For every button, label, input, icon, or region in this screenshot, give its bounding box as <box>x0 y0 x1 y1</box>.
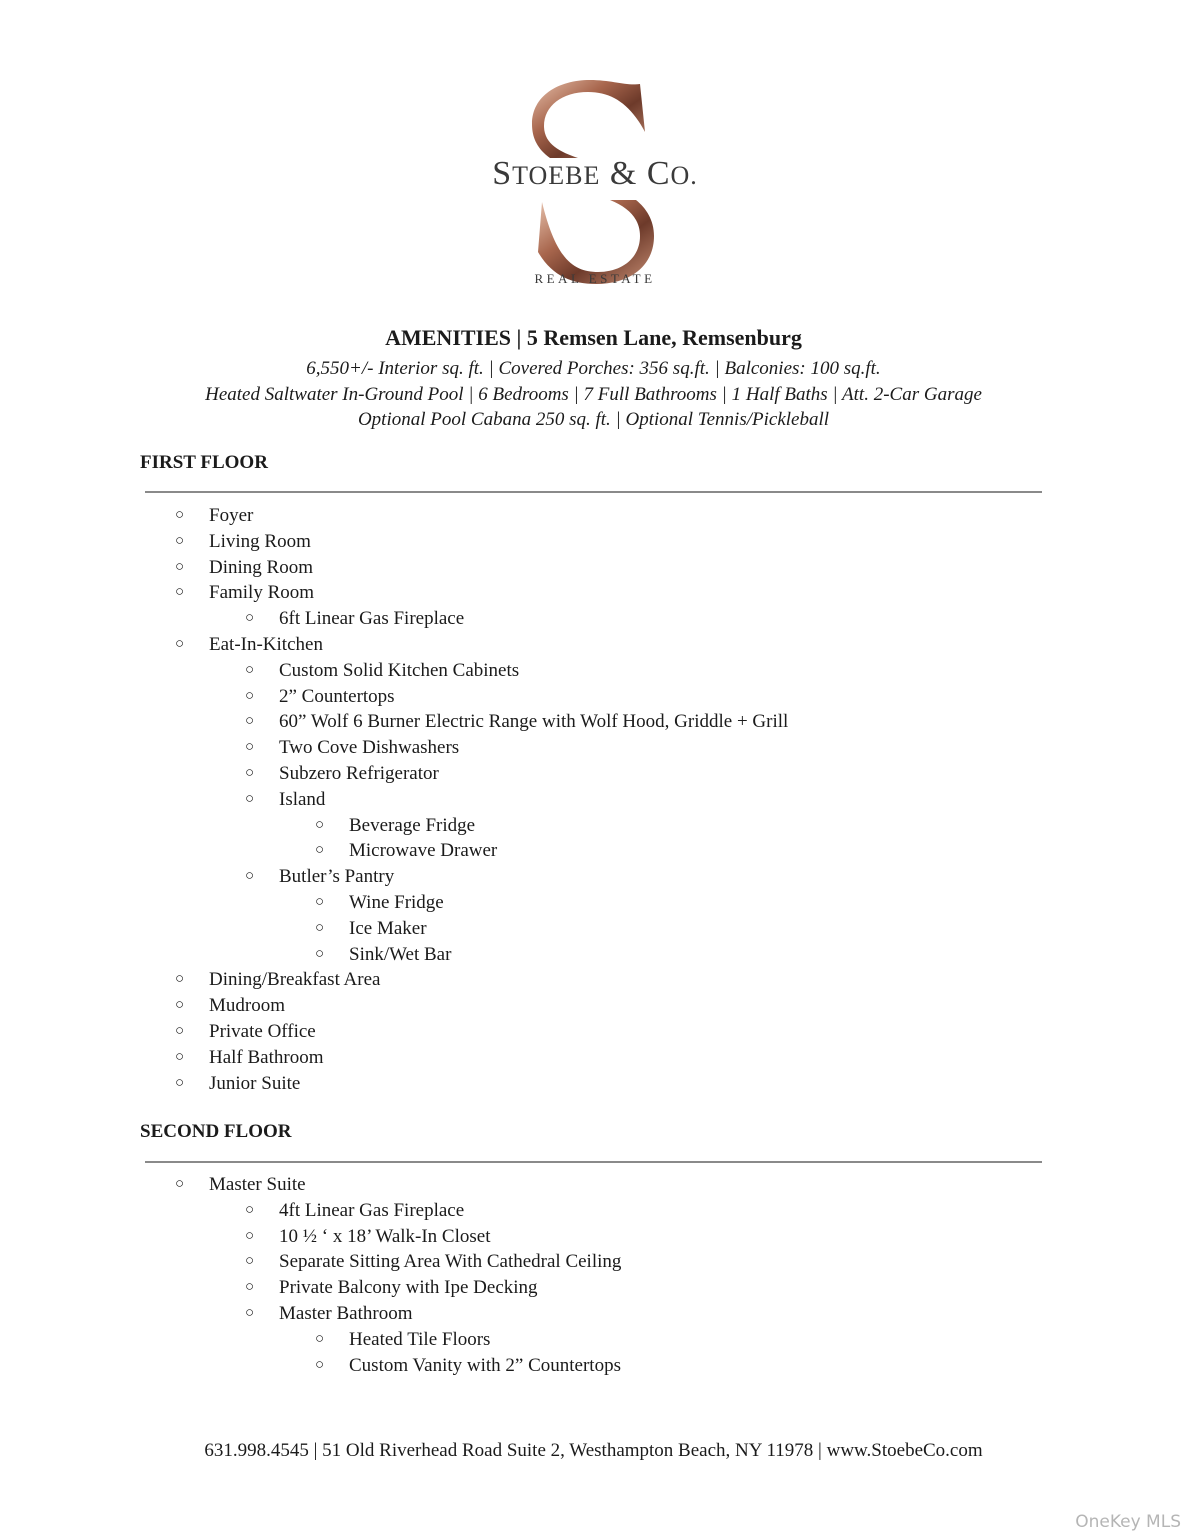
circle-bullet-icon: ○ <box>175 507 185 523</box>
amenity-label: Master Bathroom <box>279 1302 413 1324</box>
svg-text:STOEBE & CO.: STOEBE & CO. <box>492 155 698 192</box>
circle-bullet-icon: ○ <box>245 1304 255 1321</box>
amenity-label: Sink/Wet Bar <box>349 943 452 965</box>
circle-bullet-icon: ○ <box>315 919 325 936</box>
amenity-label: Ice Maker <box>349 917 427 939</box>
circle-bullet-icon: ○ <box>315 945 325 962</box>
amenity-label: Private Office <box>209 1020 316 1042</box>
circle-bullet-icon: ○ <box>245 1227 255 1244</box>
amenity-label: Living Room <box>209 530 311 552</box>
circle-bullet-icon: ○ <box>315 1330 325 1347</box>
circle-bullet-icon: ○ <box>175 1074 185 1091</box>
circle-bullet-icon: ○ <box>315 1356 325 1373</box>
circle-bullet-icon: ○ <box>175 1176 185 1192</box>
specs-line-features: Heated Saltwater In-Ground Pool | 6 Bedrooms | 7 Full Bathrooms | 1 Half Baths | Att. 2-Car Garage <box>205 383 982 405</box>
amenity-label: Half Bathroom <box>209 1046 324 1068</box>
amenity-label: Mudroom <box>209 995 285 1017</box>
second-floor-heading: SECOND FLOOR <box>140 1121 292 1142</box>
amenity-label: Beverage Fridge <box>349 814 476 836</box>
circle-bullet-icon: ○ <box>175 1022 185 1039</box>
second-floor-divider <box>145 1161 1042 1163</box>
amenity-label: Dining/Breakfast Area <box>209 969 381 991</box>
amenity-label: Private Balcony with Ipe Decking <box>279 1277 538 1299</box>
specs-line-options: Optional Pool Cabana 250 sq. ft. | Optional Tennis/Pickleball <box>357 409 830 430</box>
amenity-label: Master Suite <box>209 1174 306 1195</box>
amenity-label: Wine Fridge <box>349 891 444 913</box>
amenity-label: Eat-In-Kitchen <box>209 633 323 655</box>
amenity-label: 10 ½ ‘ x 18’ Walk-In Closet <box>279 1225 491 1247</box>
circle-bullet-icon: ○ <box>315 893 325 910</box>
amenity-label: Custom Solid Kitchen Cabinets <box>279 659 520 681</box>
amenity-label: 2” Countertops <box>279 685 395 707</box>
property-specs <box>0 356 1187 433</box>
circle-bullet-icon: ○ <box>245 1201 255 1218</box>
circle-bullet-icon: ○ <box>175 635 185 652</box>
s-monogram-icon <box>480 72 710 292</box>
circle-bullet-icon: ○ <box>175 532 185 549</box>
amenity-label: 6ft Linear Gas Fireplace <box>279 608 465 630</box>
amenity-label: 4ft Linear Gas Fireplace <box>279 1199 465 1221</box>
brand-logo <box>480 72 710 292</box>
circle-bullet-icon: ○ <box>245 610 255 627</box>
circle-bullet-icon: ○ <box>245 764 255 781</box>
amenity-label: Heated Tile Floors <box>349 1328 491 1350</box>
circle-bullet-icon: ○ <box>175 997 185 1014</box>
circle-bullet-icon: ○ <box>245 1253 255 1270</box>
circle-bullet-icon: ○ <box>175 584 185 601</box>
amenity-label: Dining Room <box>209 556 313 578</box>
amenity-label: Custom Vanity with 2” Countertops <box>349 1354 621 1376</box>
mls-watermark: OneKey MLS <box>1075 1512 1181 1532</box>
amenity-label: Butler’s Pantry <box>279 866 395 888</box>
circle-bullet-icon: ○ <box>175 558 185 575</box>
circle-bullet-icon: ○ <box>245 868 255 885</box>
amenity-label: Separate Sitting Area With Cathedral Ceiling <box>279 1251 622 1273</box>
amenity-label: 60” Wolf 6 Burner Electric Range with Wolf Hood, Griddle + Grill <box>279 711 789 733</box>
circle-bullet-icon: ○ <box>175 1048 185 1065</box>
amenity-label: Family Room <box>209 582 315 604</box>
specs-line-area: 6,550+/- Interior sq. ft. | Covered Porches: 356 sq.ft. | Balconies: 100 sq.ft. <box>306 358 881 379</box>
amenity-label: Junior Suite <box>209 1072 301 1094</box>
circle-bullet-icon: ○ <box>245 739 255 756</box>
document-title: AMENITIES | 5 Remsen Lane, Remsenburg <box>385 325 802 350</box>
amenity-label: Subzero Refrigerator <box>279 762 439 784</box>
first-floor-divider <box>145 491 1042 493</box>
circle-bullet-icon: ○ <box>245 790 255 807</box>
circle-bullet-icon: ○ <box>245 1279 255 1296</box>
first-floor-heading: FIRST FLOOR <box>140 452 268 473</box>
circle-bullet-icon: ○ <box>245 687 255 704</box>
circle-bullet-icon: ○ <box>315 842 325 859</box>
circle-bullet-icon: ○ <box>245 713 255 730</box>
amenity-label: Island <box>279 788 326 810</box>
circle-bullet-icon: ○ <box>245 661 255 678</box>
amenity-label: Foyer <box>209 505 254 526</box>
circle-bullet-icon: ○ <box>175 971 185 988</box>
svg-text:REAL ESTATE: REAL ESTATE <box>534 271 656 286</box>
amenity-label: Two Cove Dishwashers <box>279 737 460 759</box>
circle-bullet-icon: ○ <box>315 816 325 833</box>
contact-footer: 631.998.4545 | 51 Old Riverhead Road Suite 2, Westhampton Beach, NY 11978 | www.StoebeCo.com <box>204 1440 983 1461</box>
amenity-label: Microwave Drawer <box>349 840 498 862</box>
